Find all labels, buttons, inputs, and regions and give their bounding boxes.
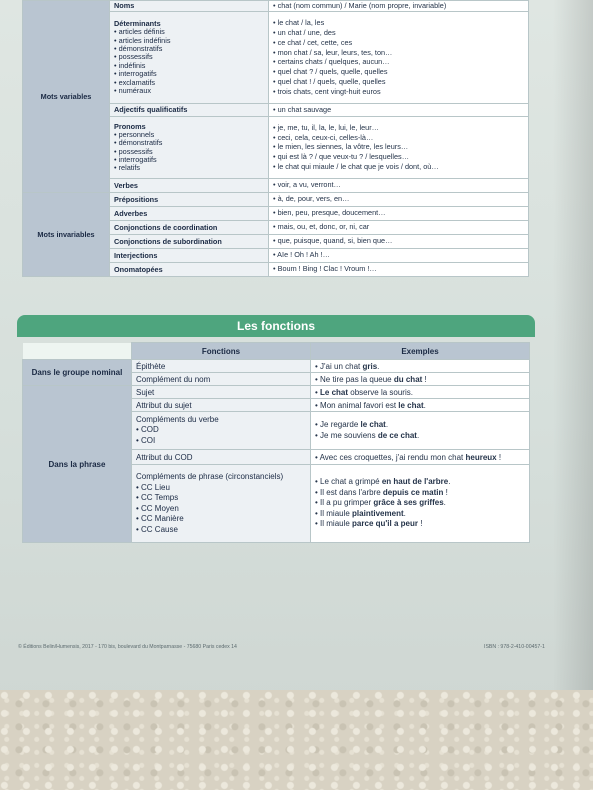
fonctions-title: Les fonctions [17, 315, 535, 337]
example-cell: • Mon animal favori est le chat. [311, 399, 530, 412]
table-row [23, 1, 529, 12]
example-cell: • mais, ou, et, donc, or, ni, car [269, 220, 529, 234]
word-type-cell: Onomatopées [110, 262, 269, 276]
table-row [23, 386, 530, 399]
fonction-name: Compléments de phrase (circonstanciels) • CC Lieu • CC Temps • CC Moyen • CC Manière • CC Cause [132, 465, 311, 543]
example-cell: • J'ai un chat gris. [311, 360, 530, 373]
fonction-name: Complément du nom [132, 373, 311, 386]
copyright-footer: © Éditions Belin/Humensis, 2017 - 170 bis, boulevard du Montparnasse - 75680 Paris cedex 14 [18, 644, 237, 650]
example-cell: • chat (nom commun) / Marie (nom propre, invariable) [269, 1, 529, 12]
word-type-cell: Conjonctions de subordination [110, 234, 269, 248]
word-type-cell: Interjections [110, 248, 269, 262]
column-header-exemples: Exemples [311, 343, 530, 360]
fonctions-table [22, 342, 530, 543]
fonction-name: Attribut du COD [132, 450, 311, 465]
word-type-cell: Conjonctions de coordination [110, 220, 269, 234]
word-type-cell: Adjectifs qualificatifs [110, 103, 269, 116]
example-cell: • Je regarde le chat. • Je me souviens de ce chat. [311, 412, 530, 450]
example-cell: • Avec ces croquettes, j'ai rendu mon chat heureux ! [311, 450, 530, 465]
example-cell: • un chat sauvage [269, 103, 529, 116]
word-types-table [22, 0, 529, 277]
word-type-cell: Déterminants • articles définis • articles indéfinis • démonstratifs • possessifs • indéfinis • interrogatifs • exclamatifs • numéraux [110, 11, 269, 103]
example-cell: • à, de, pour, vers, en… [269, 192, 529, 206]
isbn-text: ISBN : 978-2-410-00457-1 [484, 644, 545, 650]
example-cell: • Aïe ! Oh ! Ah !… [269, 248, 529, 262]
example-cell: • Ne tire pas la queue du chat ! [311, 373, 530, 386]
example-cell: • le chat / la, les • un chat / une, des • ce chat / cet, cette, ces • mon chat / sa, leur, leurs, tes, ton… • certains chats / quelques, aucun… • quel chat ? / quels, quelle, quelles • quel chat ! / quels, quelle, quelles • trois chats, cent vingt-huit euros [269, 11, 529, 103]
category-cell: Mots variables [23, 1, 110, 193]
example-cell: • que, puisque, quand, si, bien que… [269, 234, 529, 248]
table-header-row [23, 343, 530, 360]
fonctions-panel [17, 315, 535, 565]
example-cell: • Le chat observe la souris. [311, 386, 530, 399]
example-cell: • voir, a vu, verront… [269, 178, 529, 192]
fonction-name: Attribut du sujet [132, 399, 311, 412]
fonction-name: Sujet [132, 386, 311, 399]
example-cell: • Boum ! Bing ! Clac ! Vroum !… [269, 262, 529, 276]
word-type-cell: Pronoms • personnels • démonstratifs • possessifs • interrogatifs • relatifs [110, 116, 269, 178]
word-type-cell: Prépositions [110, 192, 269, 206]
example-cell: • Le chat a grimpé en haut de l'arbre. • Il est dans l'arbre depuis ce matin ! • Il a pu grimper grâce à ses griffes. • Il miaule plaintivement. • Il miaule parce qu'il a peur ! [311, 465, 530, 543]
fonction-name: Épithète [132, 360, 311, 373]
table-row [23, 360, 530, 373]
wall-background [0, 690, 593, 790]
word-type-cell: Verbes [110, 178, 269, 192]
fonction-name: Compléments du verbe • COD • COI [132, 412, 311, 450]
column-header-fonctions: Fonctions [132, 343, 311, 360]
table-row [23, 192, 529, 206]
group-label: Dans la phrase [23, 386, 132, 543]
page-shadow-edge [553, 0, 593, 700]
word-type-cell: Adverbes [110, 206, 269, 220]
category-cell: Mots invariables [23, 192, 110, 276]
word-type-cell: Noms [110, 1, 269, 12]
example-cell: • bien, peu, presque, doucement… [269, 206, 529, 220]
group-label: Dans le groupe nominal [23, 360, 132, 386]
example-cell: • je, me, tu, il, la, le, lui, le, leur… • ceci, cela, ceux-ci, celles-là… • le mien, les siennes, la vôtre, les leurs… • qui est là ? / que veux-tu ? / lesquelles… • le chat qui miaule / le chat que je vois / dont, où… [269, 116, 529, 178]
